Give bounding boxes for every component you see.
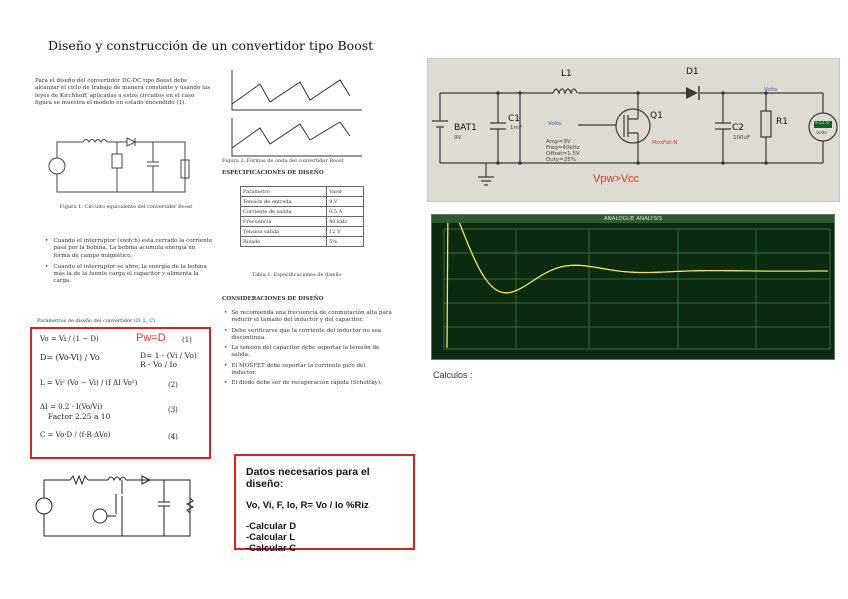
c1-value: 1mF — [510, 125, 523, 131]
bullet-dot: • — [45, 263, 49, 270]
gen-param: Duty=25% — [546, 157, 576, 163]
c1-label: C1 — [508, 114, 521, 124]
specs-table — [240, 186, 364, 247]
formula-d-alt: D= 1 - (Vi / Vo) — [140, 351, 197, 360]
table-cell: Tensión de entrada — [241, 197, 327, 207]
table-cell: 12 V — [327, 227, 364, 237]
gen-param: Offset=1.5V — [546, 151, 580, 157]
specs-heading: ESPECIFICACIONES DE DISEÑO — [222, 170, 324, 176]
page-title: Diseño y construcción de un convertidor tipo Boost — [48, 38, 374, 53]
meter-probe-label: Volts — [764, 87, 778, 93]
formula-number: (4) — [168, 433, 178, 441]
table-row — [241, 207, 364, 217]
intro-paragraph: Para el diseño del convertidor DC-DC tipo Boost debe alcanzar el ciclo de trabajo de manera constante y usando las leyes de Kirchhoff, aplicadas a estos circuitos en el caso figura se muestra el modelo en estado encendido (1). — [35, 78, 211, 106]
consideration-item: La tensión del capacitor debe soportar la tensión de salida. — [231, 345, 380, 359]
gen-param: Amp=3V — [546, 139, 571, 145]
inductor-label: L1 — [561, 69, 572, 79]
figure-caption-left: Figura 1. Circuito equivalente del convertidor Boost — [59, 204, 193, 210]
battery-label: BAT1 — [454, 123, 477, 133]
graph-title: ANALOGUE ANALYSIS — [603, 216, 663, 222]
table-header-cell: Valor — [327, 187, 364, 197]
table-caption: Tabla 1. Especificaciones de diseño — [252, 272, 342, 278]
step-calcular-c: -Calcular C — [246, 543, 297, 554]
gen-param: Freq=40kHz — [546, 145, 580, 151]
r1-label: R1 — [776, 117, 788, 127]
formula-number: (1) — [182, 336, 192, 344]
design-data-variables: Vo, Vi, F, Io, R= Vo / Io %Riz — [246, 500, 369, 511]
bullet-dot: • — [224, 310, 228, 316]
figure-caption-right: Figura 2. Formas de onda del convertidor Boost — [222, 158, 344, 164]
bullet-item: Cuando el interruptor (switch) está cerrado la corriente pasa por la bobina. La bobina acumula energía en forma de campo magnético. — [53, 238, 213, 259]
table-header-cell: Parámetro — [241, 187, 327, 197]
battery-value: 9V — [454, 135, 462, 141]
table-cell: Corriente de salida — [241, 207, 327, 217]
formula-vo: Vo = Vi / (1 − D) — [40, 335, 99, 343]
formula-number: (2) — [168, 381, 178, 389]
table-header-row — [241, 187, 364, 197]
diode-label: D1 — [686, 67, 699, 77]
analogue-analysis-graph[interactable] — [431, 214, 835, 360]
c2-label: C2 — [732, 123, 745, 133]
graph-title-bar — [432, 215, 834, 223]
simulation-schematic-panel[interactable] — [427, 58, 840, 202]
table-cell: Frecuencia — [241, 217, 327, 227]
formula-number: (3) — [168, 406, 178, 414]
formula-d: D= (Vo-Vi) / Vo — [40, 353, 100, 362]
step-calcular-l: -Calcular L — [246, 532, 296, 543]
factor-note: Factor 2.25 a 10 — [48, 412, 111, 421]
consideration-item: El diodo debe ser de recuperación rápida (Schottky). — [231, 380, 382, 387]
generator-params — [546, 139, 580, 163]
design-data-box — [234, 454, 415, 554]
boost-circuit-figure-left — [35, 124, 205, 202]
table-row — [241, 227, 364, 237]
consideration-item: Debe verificarse que la corriente del inductor no sea discontinua. — [231, 327, 382, 341]
inductor-symbol — [553, 89, 577, 93]
table-row — [241, 197, 364, 207]
bullet-dot: • — [224, 362, 228, 369]
bullet-dot: • — [224, 380, 228, 387]
bullet-item: Cuando el interruptor se abre, la energía de la bobina más la de la fuente carga el capacitor y alimenta la carga. — [53, 263, 207, 285]
graph-plot — [432, 223, 834, 359]
bullet-dot: • — [45, 238, 49, 244]
table-cell: 0.5 A — [327, 207, 364, 217]
table-cell: Rizado — [241, 237, 327, 247]
condition-annotation: Vpw>Vcc — [593, 173, 640, 185]
boost-circuit-figure-bottom — [30, 468, 215, 543]
table-row — [241, 217, 364, 227]
consideration-item: El MOSFET debe soportar la corriente pico del inductor. — [231, 362, 366, 377]
q1-label: Q1 — [650, 111, 663, 121]
step-calcular-d: -Calcular D — [246, 521, 297, 532]
considerations-list — [224, 310, 392, 388]
meter-unit: Volts — [816, 131, 827, 136]
bullet-dot: • — [224, 345, 228, 352]
diode-symbol — [686, 86, 699, 100]
formula-c: C = Vo·D / (f·R·ΔVo) — [40, 431, 111, 439]
design-data-title: Datos necesarios para el diseño: — [246, 466, 370, 490]
formula-l: L = Vi² (Vo − Vi) / (f ΔI Vo²) — [40, 379, 138, 387]
calculos-label: Calculos : — [433, 370, 473, 380]
formulas-box — [30, 327, 211, 459]
c2-value: 100uF — [733, 135, 751, 141]
formula-r: R - Vo / Io — [140, 360, 177, 369]
table-cell: 9 V — [327, 197, 364, 207]
formula-delta-i: ΔI = 0.2 · I(Vo/Vi) — [40, 403, 103, 411]
consideration-item: Se recomienda una frecuencia de conmutación alta para reducir el tamaño del inductor y del capacitor. — [231, 310, 392, 324]
table-cell: Tensión salida — [241, 227, 327, 237]
bullet-list-left — [45, 238, 213, 286]
meter-reading: +12.0 — [814, 120, 830, 126]
q1-type: MosFet-N — [652, 140, 678, 146]
considerations-heading: CONSIDERACIONES DE DISEÑO — [222, 296, 324, 302]
pw-annotation: Pw=D — [136, 332, 166, 344]
waveform-figure — [222, 66, 372, 158]
table-cell: 5% — [327, 237, 364, 247]
bullet-dot: • — [224, 327, 228, 334]
generator-label: Volts — [548, 121, 562, 127]
table-row — [241, 237, 364, 247]
voltage-trace — [446, 223, 828, 347]
table-cell: 40 kHz — [327, 217, 364, 227]
formula-heading: Parámetros de diseño del convertidor (D, L, C) — [37, 318, 156, 324]
